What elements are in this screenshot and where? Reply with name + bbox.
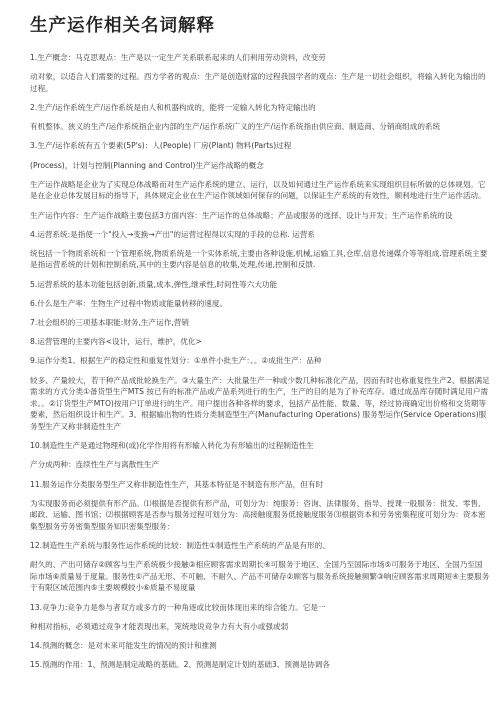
paragraph: 5.运营系统的基本功能包括创新,质量,成本,弹性,继承性,时间性等六大功能	[30, 279, 278, 289]
paragraph: (Process)，计划与控制(Planning and Control)生产运作战略的概念	[30, 160, 264, 170]
paragraph: 6.什么是生产率：生物生产过程中物质或能量转移的速度。	[30, 298, 228, 308]
paragraph: 较多、产量较大，若干种产品成批轮换生产。③大量生产：大批量生产一种或少数几种标准化产品，因而有时也称重复性生产2、根据满足需求的方式分类①备货型生产MTS 按已有的标准产品或产品系列进行的生产，生产的目的是为了补充库存。通过成品库存随时满足用户需求。。②订货型生产MTO)按用户订单进行的生产。用户提出各种各样的要求，包括产品性能、数量、等，经过协商确定出价格和交货期等要素，然后组织设计和生产。3、根据输出物的性质分类制造型生产(Manufacturing Operations) 服务型运作(Service Operations)服务型生产又称非制造性生产	[30, 375, 490, 431]
paragraph: 有机整体。狭义的生产/运作系统指企业内部的生产/运作系统广义的生产/运作系统指由供应商、制造商、分销商组成的系统	[30, 122, 441, 132]
paragraph: 生产运作战略是企业为了实现总体战略而对生产运作系统的建立、运行，以及如何通过生产运作系统来实现组织目标所做的总体规划。它是在企业总体发展目标的指导下，具体规定企业在生产运作领域如何保存的问题，以保证生产系统的有效性，顺利地进行生产运作活动。	[30, 179, 486, 201]
paragraph: 统包括一个物质系统和一个管理系统,物质系统是一个实体系统,主要由各种设施,机械,运输工具,仓库,信息传递媒介等等组成.管理系统主要是指运营系统的计划和控制系统,其中的主要内容是信息的收集,处理,传递,控制和反馈.	[30, 248, 488, 270]
paragraph: 9.运作分类1、根据生产的稳定性和重复性划分：①单件小批生产：、。②成批生产：品种	[30, 356, 322, 366]
paragraph: 3.生产/运作系统有五个要素(5P's)：人(People) 厂房(Plant) 物料(Parts)过程	[30, 141, 292, 151]
document-title: 生产运作相关名词解释	[30, 16, 215, 36]
document-body	[30, 52, 490, 671]
paragraph: 14.预测的概念：是对未来可能发生的情况的预计和推测	[30, 641, 217, 651]
paragraph: 耐久的、产出可储存②顾客与生产系统极少接触③相应顾客需求周期长④可服务于地区、全国乃至国际市场⑤可服务于地区、全国乃至国际市场⑥质量易于度量。服务性①产品无形、不可触、不耐久、产品不可储存②顾客与服务系统接触频繁③响应顾客需求周期短④主要服务于有限区域范围内⑤主要规模较小⑥质量不易度量	[30, 560, 490, 593]
paragraph: 产分成两种：连续性生产与离散性生产	[30, 460, 160, 470]
paragraph: 为实现服务而必须提供有形产品。⑴根据是否提供有形产品，可划分为：纯服务：咨询、法律服务、指导、授课一般服务：批发、零售、邮政、运输、图书馆；⑵根据顾客是否参与服务过程可划分为：高接触度服务低接触度服务⑶根据资本和劳务密集程度可划分为：资本密集型服务劳务密集型服务知识密集型服务：	[30, 498, 486, 531]
paragraph: 8.运营管理的主要内容<设计，运行，维护，优化>	[30, 337, 202, 347]
paragraph: 2.生产/运作系统生产/运作系统是由人和机器构成的，能将一定输入转化为特定输出的	[30, 102, 316, 112]
paragraph: 种相对指标，必须通过竞争才能表现出来，笼统地说竞争力有大有小或强或弱	[30, 621, 289, 631]
paragraph: 4.运营系统:是指使一个"投入→变换→产出"的运营过程得以实现的手段的总称. 运营系	[30, 229, 315, 239]
paragraph: 12.制造性生产系统与服务性运作系统的比较：制造性①制造性生产系统的产品是有形的、	[30, 541, 330, 551]
paragraph: 11.服务运作分类服务型生产又称非制造性生产，其基本特征是不制造有形产品，但有时	[30, 479, 324, 489]
paragraph: 13.竞争力:竞争力是参与者双方或多方的一种角逐或比较而体现出来的综合能力。它是一	[30, 602, 326, 612]
paragraph: 15.预测的作用：1、预测是制定战略的基础。2、预测是制定计划的基础3、预测是协调各	[30, 660, 330, 670]
paragraph: 动对象，以适合人们需要的过程。西方学者的观点：生产是创造财富的过程我国学者的观点：生产是一切社会组织，将输入转化为输出的过程。	[30, 72, 486, 93]
paragraph: 1.生产概念：马克思观点：生产是以一定生产关系联系起来的人们利用劳动资料，改变劳	[30, 53, 326, 62]
paragraph: 10.制造性生产是通过物理和(或)化学作用将有形输入转化为有形输出的过程制造性生	[30, 441, 314, 451]
paragraph: 生产运作内容：生产运作战略主要包括3方面内容：生产运作的总体战略；产品或服务的选择、设计与开发；生产运作系统的设	[30, 210, 453, 220]
paragraph: 7.社会组织的三项基本职能:财务,生产运作,营销	[30, 318, 189, 328]
